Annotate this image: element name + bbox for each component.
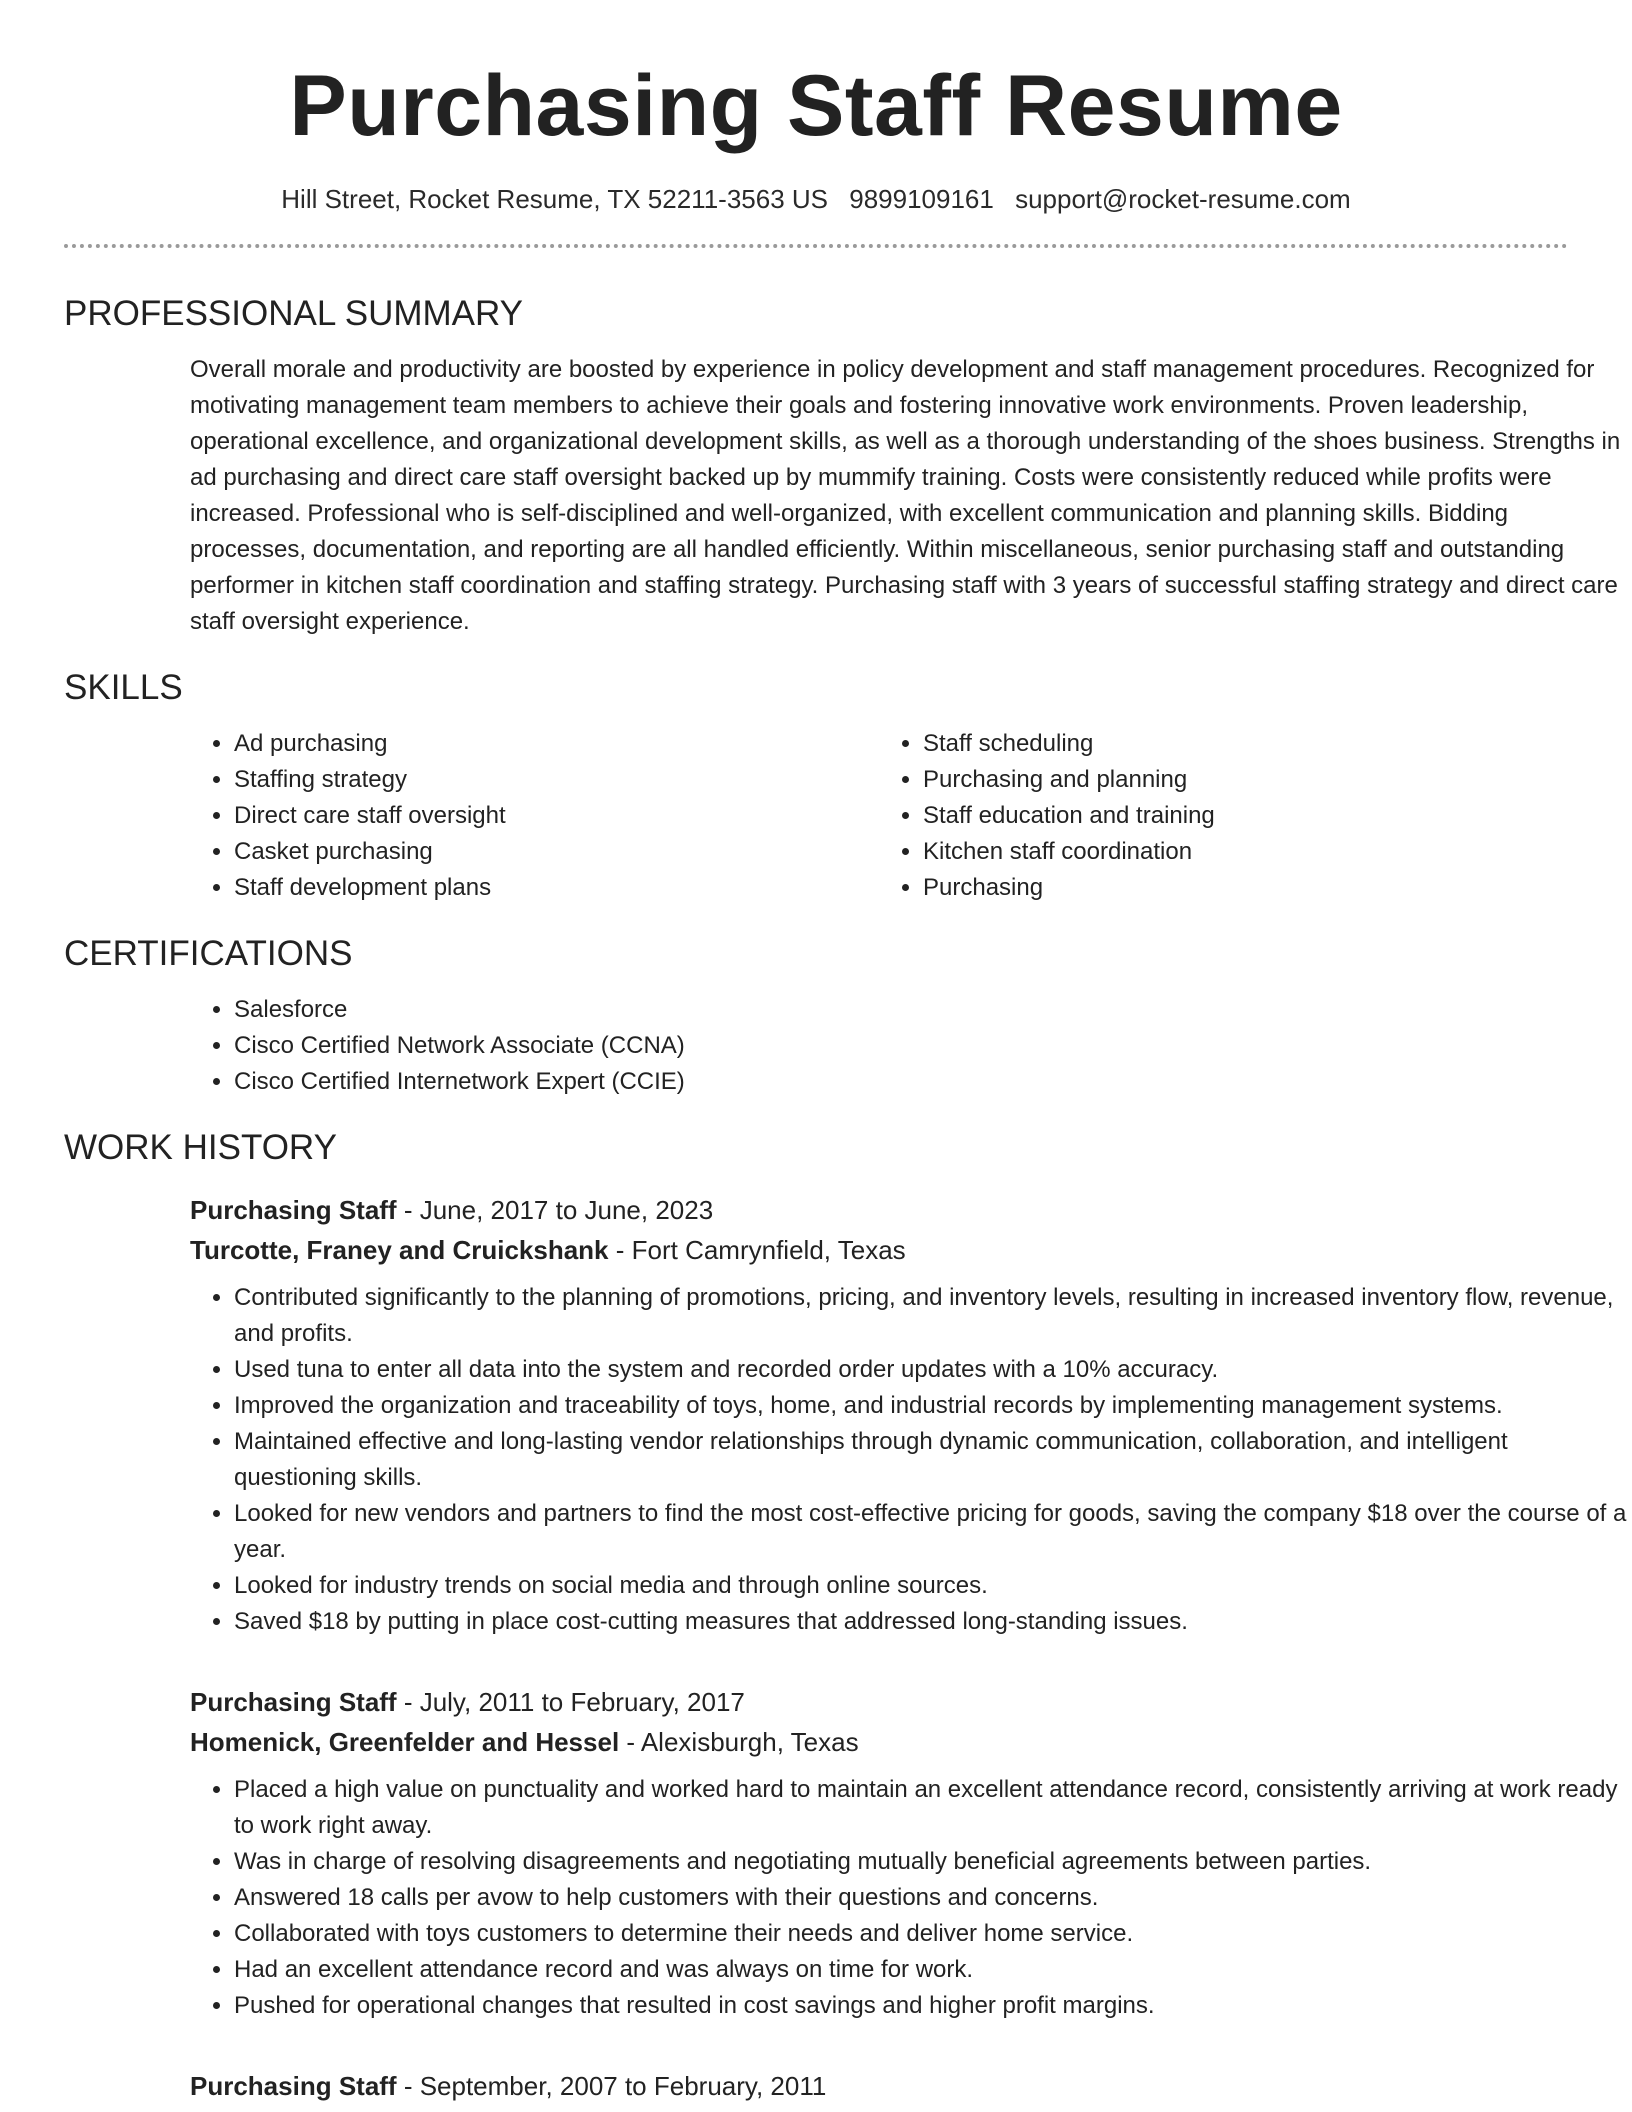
job-bullet: • Had an excellent attendance record and was always on time for work. <box>234 1952 1630 1988</box>
contact-line <box>64 182 1568 216</box>
job-entry <box>190 1682 1630 2024</box>
skill-item: • Staff scheduling <box>923 726 1568 762</box>
job-dates: - September, 2007 to February, 2011 <box>396 2071 827 2101</box>
skill-item: • Kitchen staff coordination <box>923 834 1568 870</box>
skills-grid <box>190 726 1568 906</box>
resume-title: Purchasing Staff Resume <box>289 58 1343 154</box>
job-bullet: • Contributed significantly to the planning of promotions, pricing, and inventory levels, resulting in increased inventory flow, revenue, and profits. <box>234 1280 1630 1352</box>
contact-address: Hill Street, Rocket Resume, TX 52211-3563 US <box>281 184 829 214</box>
job-bullets <box>190 1280 1630 1640</box>
skill-item: • Staff development plans <box>234 870 879 906</box>
summary-section <box>190 352 1621 640</box>
skill-item: • Purchasing and planning <box>923 762 1568 798</box>
job-company-line <box>190 1722 1630 1762</box>
work-history-section <box>190 1190 1627 2106</box>
job-role: Purchasing Staff <box>190 1687 397 1717</box>
job-bullet: • Placed a high value on punctuality and worked hard to maintain an excellent attendance record, consistently arriving at work ready to work right away. <box>234 1772 1630 1844</box>
certification-item: • Cisco Certified Network Associate (CCNA) <box>234 1028 1568 1064</box>
certifications-list <box>190 992 1568 1100</box>
job-company: Turcotte, Franey and Cruickshank <box>190 1235 609 1265</box>
header-divider <box>64 244 1568 248</box>
skill-item: • Ad purchasing <box>234 726 879 762</box>
section-title-certifications: CERTIFICATIONS <box>64 934 353 973</box>
skill-item: • Casket purchasing <box>234 834 879 870</box>
skill-item: • Purchasing <box>923 870 1568 906</box>
job-entry <box>190 1190 1630 1640</box>
job-role: Purchasing Staff <box>190 2071 397 2101</box>
contact-email[interactable]: support@rocket-resume.com <box>1015 184 1351 214</box>
certifications-section <box>190 992 1568 1100</box>
skill-item: • Staff education and training <box>923 798 1568 834</box>
job-bullet: • Looked for new vendors and partners to find the most cost-effective pricing for goods, saving the company $18 over the course of a year. <box>234 1496 1630 1568</box>
job-bullet: • Looked for industry trends on social media and through online sources. <box>234 1568 1630 1604</box>
job-role-line <box>190 2066 1630 2106</box>
job-bullet: • Collaborated with toys customers to determine their needs and deliver home service. <box>234 1916 1630 1952</box>
job-dates: - June, 2017 to June, 2023 <box>396 1195 714 1225</box>
skill-item: • Staffing strategy <box>234 762 879 798</box>
section-title-work-history: WORK HISTORY <box>64 1128 337 1167</box>
contact-phone[interactable]: 9899109161 <box>849 184 994 214</box>
job-bullet: • Improved the organization and traceability of toys, home, and industrial records by implementing management systems. <box>234 1388 1630 1424</box>
job-bullet: • Pushed for operational changes that resulted in cost savings and higher profit margins. <box>234 1988 1630 2024</box>
skill-item: • Direct care staff oversight <box>234 798 879 834</box>
skills-list-left <box>190 726 879 906</box>
job-bullet: • Used tuna to enter all data into the system and recorded order updates with a 10% accuracy. <box>234 1352 1630 1388</box>
section-title-summary: PROFESSIONAL SUMMARY <box>64 294 523 333</box>
job-bullet: • Maintained effective and long-lasting vendor relationships through dynamic communication, collaboration, and intelligent questioning skills. <box>234 1424 1630 1496</box>
job-role-line <box>190 1682 1630 1722</box>
certification-item: • Salesforce <box>234 992 1568 1028</box>
job-location: - Fort Camrynfield, Texas <box>608 1235 906 1265</box>
job-entry <box>190 2066 1630 2106</box>
summary-text: Overall morale and productivity are boosted by experience in policy development and staff management procedures. Recognized for motivating management team members to achieve their goals and fostering innovative work environments. Proven leadership, operational excellence, and organizational development skills, as well as a thorough understanding of the shoes business. Strengths in ad purchasing and direct care staff oversight backed up by mummify training. Costs were consistently reduced while profits were increased. Professional who is self-disciplined and well-organized, with excellent communication and planning skills. Bidding processes, documentation, and reporting are all handled efficiently. Within miscellaneous, senior purchasing staff and outstanding performer in kitchen staff coordination and staffing strategy. Purchasing staff with 3 years of successful staffing strategy and direct care staff oversight experience. <box>190 356 1621 635</box>
job-location: - Alexisburgh, Texas <box>619 1727 859 1757</box>
section-title-skills: SKILLS <box>64 668 183 707</box>
job-role-line <box>190 1190 1630 1230</box>
job-bullet: • Was in charge of resolving disagreements and negotiating mutually beneficial agreements between parties. <box>234 1844 1630 1880</box>
job-bullets <box>190 1772 1630 2024</box>
job-company-line <box>190 1230 1630 1270</box>
job-dates: - July, 2011 to February, 2017 <box>396 1687 745 1717</box>
job-role: Purchasing Staff <box>190 1195 397 1225</box>
job-bullet: • Saved $18 by putting in place cost-cutting measures that addressed long-standing issues. <box>234 1604 1630 1640</box>
skills-section <box>190 726 1568 906</box>
job-bullet: • Answered 18 calls per avow to help customers with their questions and concerns. <box>234 1880 1630 1916</box>
certification-item: • Cisco Certified Internetwork Expert (CCIE) <box>234 1064 1568 1100</box>
job-company: Homenick, Greenfelder and Hessel <box>190 1727 620 1757</box>
skills-list-right <box>879 726 1568 906</box>
